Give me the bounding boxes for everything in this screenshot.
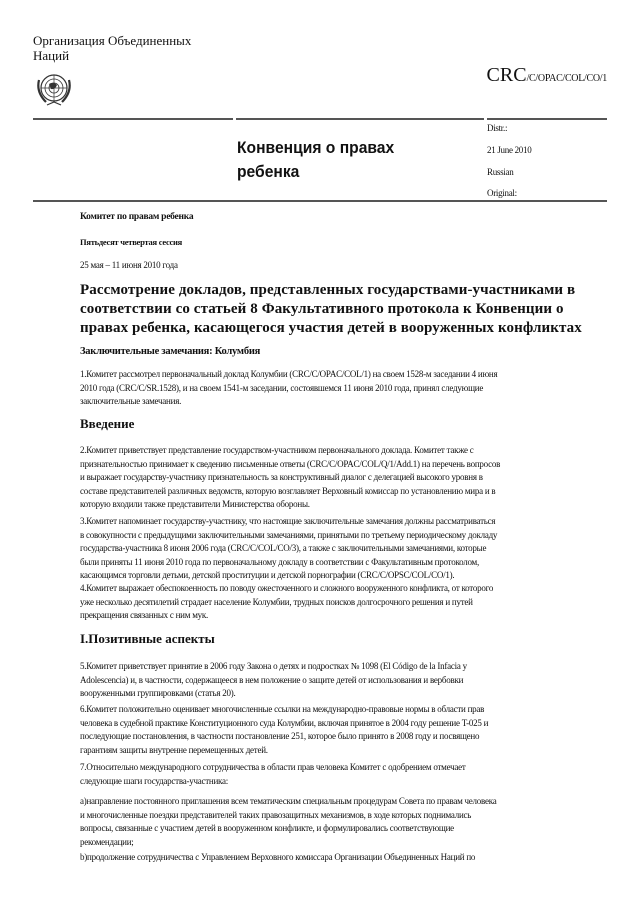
org-line-1: Организация Объединенных xyxy=(33,33,192,48)
text-line: которую входили также представители Министерства обороны. xyxy=(80,499,310,509)
document-heading xyxy=(80,281,582,338)
text-line: Adolescencia) и, в частности, содержащееся в нем положение о защите детей от использования и вербовки xyxy=(80,674,464,685)
symbol-rest: /C/OPAC/COL/CO/1 xyxy=(526,73,607,84)
text-line: 1.Комитет рассмотрел первоначальный доклад Колумбии (CRC/C/OPAC/COL/1) на своем 1528-м заседании 4 июня xyxy=(80,369,498,379)
committee-name: Комитет по правам ребенка xyxy=(80,212,194,222)
paragraph-6 xyxy=(80,703,488,757)
title-line-2: ребенка xyxy=(237,162,300,181)
text-line: 7.Относительно международного сотрудничества в области прав человека Комитет с одобрением отмечает xyxy=(80,762,466,772)
symbol-main: CRC xyxy=(486,64,527,86)
distribution-label: Distr.: xyxy=(487,123,508,133)
positive-aspects-heading: I.Позитивные аспекты xyxy=(80,631,215,646)
document-date: 21 June 2010 xyxy=(487,145,532,155)
header-rule-left xyxy=(33,118,233,120)
text-line: гарантиям защиты внутренне перемещенных детей. xyxy=(80,744,268,755)
session-name: Пятьдесят четвертая сессия xyxy=(80,237,182,247)
text-line: признательностью принимает к сведению письменные ответы (CRC/C/OPAC/COL/Q/1/Add.1) на перечень вопросов xyxy=(80,458,501,469)
paragraph-5 xyxy=(80,660,467,701)
paragraph-1 xyxy=(80,368,497,409)
text-line: последующие постановления, в частности постановление 251, которое было принято в 2008 году и посвящено xyxy=(80,731,480,741)
text-line: заключительные замечания. xyxy=(80,396,182,406)
text-line: человека в судебной практике Конституционного суда Колумбии, включая принятое в 2004 году решение T-025 и xyxy=(80,717,489,728)
introduction-heading: Введение xyxy=(80,416,135,431)
convention-title xyxy=(237,136,394,184)
text-line: прекращения связанных с ним мук. xyxy=(80,610,209,620)
text-line: соответствии со статьей 8 Факультативного протокола к Конвенции о xyxy=(80,301,564,317)
document-language: Russian xyxy=(487,167,514,177)
text-line: 6.Комитет положительно оценивает многочисленные ссылки на международно-правовые нормы в области прав xyxy=(80,704,485,714)
text-line: 4.Комитет выражает обеспокоенность по поводу ожесточенного и сложного вооруженного конфликта, от которого xyxy=(80,583,494,593)
text-line: составе представителей различных ведомств, которую возглавляет Верховный комиссар по установлению мира и в xyxy=(80,485,496,496)
title-line-1: Конвенция о правах xyxy=(237,138,395,157)
text-line: 2.Комитет приветствует представление государством-участником первоначального доклада. Комитет также с xyxy=(80,445,474,455)
original-language-label: Original: xyxy=(487,188,517,198)
text-line: касающимся торговли детьми, детской проституции и детской порнографии (CRC/C/OPSC/COL/CO/1). xyxy=(80,570,455,580)
header-rule-right xyxy=(487,118,607,120)
organization-name xyxy=(33,33,191,63)
text-line: в совокупности с предыдущими заключительными замечаниями, принятыми по третьему периодическому докладу xyxy=(80,529,498,540)
paragraph-7a xyxy=(80,795,496,849)
text-line: и выражает государству-участнику признательность за конструктивный диалог с делегацией высокого уровня в xyxy=(80,472,483,482)
paragraph-3 xyxy=(80,515,497,583)
text-line: a)направление постоянного приглашения всем тематическим специальным процедурам Совета по правам человека xyxy=(80,796,497,806)
text-line: Рассмотрение докладов, представленных государствами-участниками в xyxy=(80,282,576,298)
text-line: и многочисленные поездки представителей таких правозащитных механизмов, в ходе которых поднимались xyxy=(80,809,472,820)
text-line: государства-участника 8 июня 2006 года (CRC/C/COL/CO/3), а также с заключительными замечаниями, которые xyxy=(80,543,487,553)
text-line: 5.Комитет приветствует принятие в 2006 году Закона о детях и подростках № 1098 (El Código de la Infacia y xyxy=(80,661,467,671)
paragraph-7 xyxy=(80,761,466,788)
text-line: 2010 года (CRC/C/SR.1528), и на своем 1541-м заседании, состоявшемся 11 июня 2010 года, принял следующие xyxy=(80,382,484,393)
text-line: рекомендации; xyxy=(80,836,134,847)
org-line-2: Наций xyxy=(33,48,70,63)
paragraph-2 xyxy=(80,444,500,512)
text-line: 3.Комитет напоминает государству-участнику, что настоящие заключительные замечания должны рассматриваться xyxy=(80,516,496,526)
concluding-observations-subheading: Заключительные замечания: Колумбия xyxy=(80,346,261,357)
un-emblem-logo xyxy=(35,70,73,110)
text-line: b)продолжение сотрудничества с Управлением Верховного комиссара Организации Объединенных Наций по xyxy=(80,852,476,862)
paragraph-4 xyxy=(80,582,493,623)
text-line: вопросы, связанные с участием детей в вооруженном конфликте, и формулировались соответствующие xyxy=(80,823,454,833)
text-line: были приняты 11 июня 2010 года по первоначальному докладу в соответствии с Факультативным протоколом, xyxy=(80,556,480,567)
text-line: следующие шаги государства-участника: xyxy=(80,775,229,786)
text-line: уже несколько десятилетий страдает население Колумбии, трудных поисков долгосрочного решения и путей xyxy=(80,596,473,607)
document-symbol xyxy=(487,64,607,87)
paragraph-7b xyxy=(80,851,475,865)
text-line: правах ребенка, касающегося участия детей в вооруженных конфликтах xyxy=(80,320,582,336)
text-line: вооруженными группировками (статья 20). xyxy=(80,688,236,698)
session-dates: 25 мая – 11 июня 2010 года xyxy=(80,260,178,270)
header-rule-middle xyxy=(236,118,484,120)
header-bottom-rule xyxy=(33,200,607,202)
